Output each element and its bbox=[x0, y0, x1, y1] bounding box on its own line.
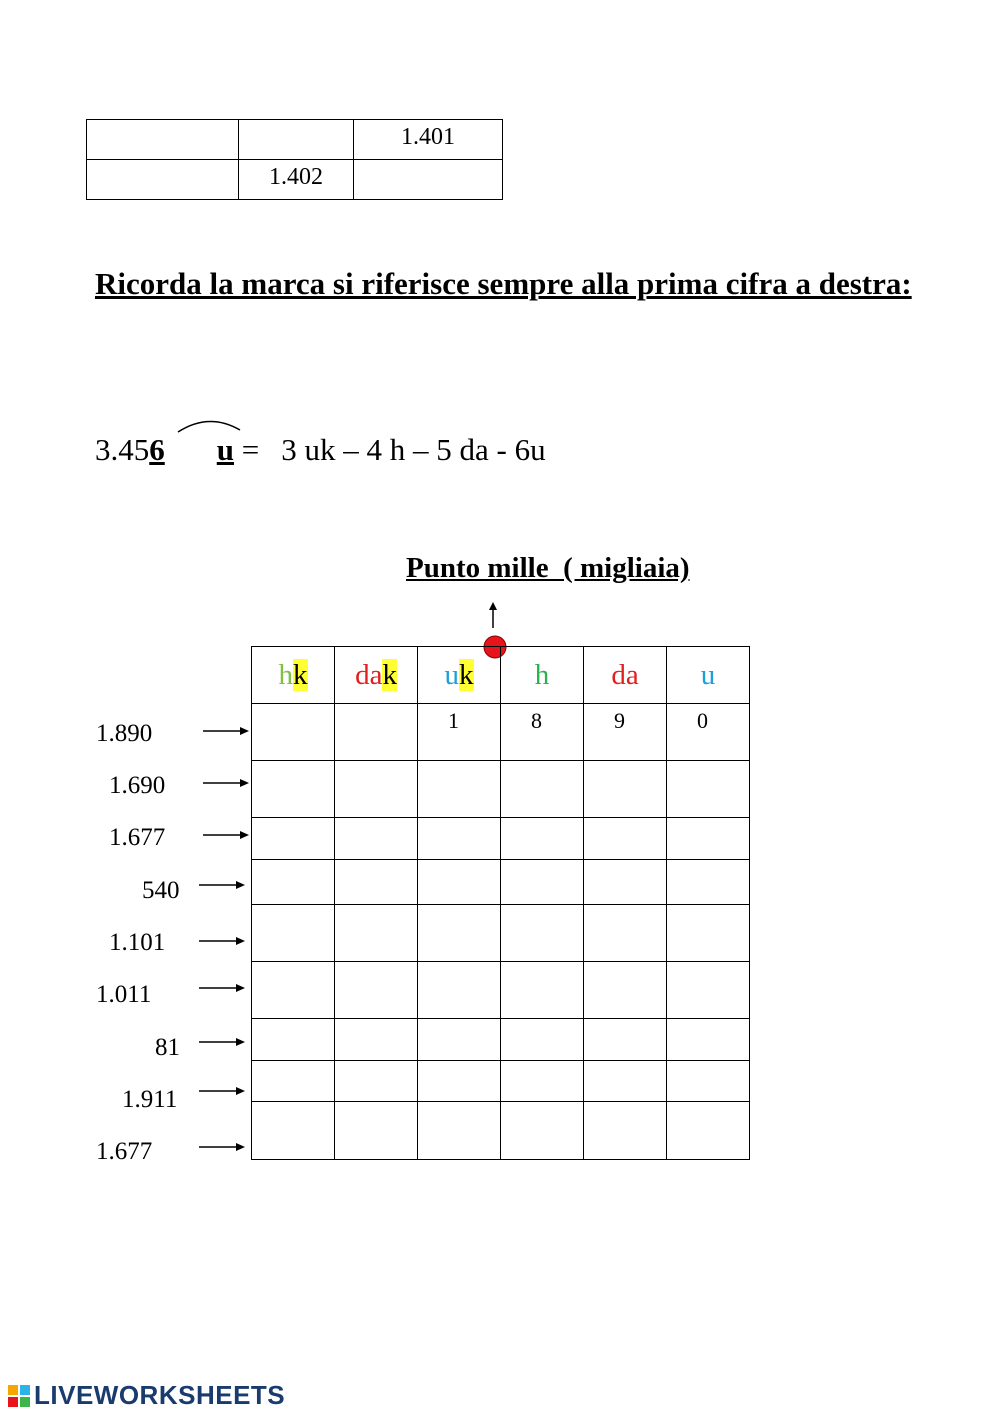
column-header bbox=[584, 647, 667, 704]
table-row bbox=[252, 704, 750, 761]
example-digit: 6 bbox=[149, 432, 165, 467]
number-label: 1.011 bbox=[96, 981, 152, 1008]
answer-cell[interactable] bbox=[667, 761, 750, 818]
answer-cell[interactable] bbox=[252, 1102, 335, 1160]
column-thousand-mark: k bbox=[459, 658, 474, 691]
answer-cell[interactable] bbox=[584, 1061, 667, 1102]
logo-text: LIVEWORKSHEETS bbox=[34, 1380, 286, 1410]
table-row bbox=[252, 818, 750, 860]
answer-cell[interactable] bbox=[501, 1019, 584, 1061]
answer-cell[interactable] bbox=[501, 905, 584, 962]
number-label: 1.911 bbox=[122, 1086, 178, 1113]
example-unit: u bbox=[216, 432, 234, 467]
top-table bbox=[86, 119, 503, 200]
column-unit: da bbox=[355, 658, 383, 691]
column-unit: u bbox=[444, 658, 459, 691]
answer-cell[interactable] bbox=[501, 1102, 584, 1160]
column-header bbox=[335, 647, 418, 704]
answer-cell[interactable] bbox=[418, 761, 501, 818]
arrow-right-icon bbox=[202, 829, 252, 841]
grid-title: Punto mille ( migliaia) bbox=[406, 552, 690, 584]
place-value-table bbox=[251, 646, 750, 1160]
arrow-right-icon bbox=[198, 1085, 248, 1097]
table-cell[interactable]: 1.401 bbox=[354, 120, 503, 160]
arrow-right-icon bbox=[198, 982, 248, 994]
answer-cell[interactable] bbox=[584, 962, 667, 1019]
answer-cell[interactable] bbox=[501, 761, 584, 818]
table-row bbox=[252, 962, 750, 1019]
answer-cell[interactable] bbox=[335, 1019, 418, 1061]
answer-cell[interactable] bbox=[252, 1019, 335, 1061]
answer-cell[interactable] bbox=[667, 1061, 750, 1102]
table-cell[interactable] bbox=[87, 160, 239, 200]
column-header bbox=[501, 647, 584, 704]
answer-cell[interactable] bbox=[584, 860, 667, 905]
answer-cell[interactable]: 1 bbox=[418, 704, 501, 761]
number-label: 1.690 bbox=[109, 772, 166, 799]
answer-cell[interactable] bbox=[252, 1061, 335, 1102]
table-cell[interactable] bbox=[239, 120, 354, 160]
table-row bbox=[252, 1019, 750, 1061]
answer-cell[interactable] bbox=[252, 818, 335, 860]
arrow-right-icon bbox=[198, 879, 248, 891]
column-unit: h bbox=[278, 658, 293, 691]
table-cell[interactable] bbox=[87, 120, 239, 160]
column-unit: h bbox=[534, 658, 550, 691]
answer-cell[interactable] bbox=[584, 1019, 667, 1061]
answer-cell[interactable] bbox=[335, 962, 418, 1019]
number-label: 540 bbox=[142, 877, 180, 904]
example-equals: = bbox=[234, 432, 260, 467]
table-cell[interactable] bbox=[354, 160, 503, 200]
column-thousand-mark: k bbox=[293, 658, 308, 691]
arrow-right-icon bbox=[202, 777, 252, 789]
table-row bbox=[252, 1102, 750, 1160]
logo-blocks-icon bbox=[8, 1385, 30, 1407]
answer-cell[interactable]: 9 bbox=[584, 704, 667, 761]
header-row bbox=[252, 647, 750, 704]
answer-cell[interactable]: 0 bbox=[667, 704, 750, 761]
answer-cell[interactable] bbox=[418, 1019, 501, 1061]
arrow-right-icon bbox=[202, 725, 252, 737]
answer-cell[interactable] bbox=[252, 905, 335, 962]
column-unit: u bbox=[700, 658, 716, 691]
answer-cell[interactable] bbox=[252, 962, 335, 1019]
answer-cell[interactable] bbox=[584, 761, 667, 818]
answer-cell[interactable] bbox=[667, 905, 750, 962]
table-row bbox=[87, 120, 503, 160]
answer-cell[interactable] bbox=[418, 905, 501, 962]
answer-cell[interactable] bbox=[501, 860, 584, 905]
column-unit: da bbox=[611, 658, 639, 691]
table-cell[interactable]: 1.402 bbox=[239, 160, 354, 200]
answer-cell[interactable] bbox=[584, 1102, 667, 1160]
table-row bbox=[252, 905, 750, 962]
answer-cell[interactable] bbox=[667, 818, 750, 860]
arrow-right-icon bbox=[198, 1141, 248, 1153]
answer-cell[interactable] bbox=[667, 1019, 750, 1061]
column-thousand-mark: k bbox=[382, 658, 397, 691]
number-label: 1.890 bbox=[96, 720, 153, 747]
number-label: 1.101 bbox=[109, 929, 166, 956]
answer-cell[interactable] bbox=[335, 1102, 418, 1160]
column-header bbox=[667, 647, 750, 704]
answer-cell[interactable] bbox=[667, 860, 750, 905]
column-header bbox=[252, 647, 335, 704]
answer-cell[interactable] bbox=[418, 860, 501, 905]
arrow-right-icon bbox=[198, 1036, 248, 1048]
table-row bbox=[252, 860, 750, 905]
answer-cell[interactable] bbox=[418, 1061, 501, 1102]
answer-cell[interactable] bbox=[252, 704, 335, 761]
example-decomposition: 3 uk – 4 h – 5 da - 6u bbox=[281, 432, 546, 467]
number-label: 1.677 bbox=[96, 1138, 153, 1165]
answer-cell[interactable] bbox=[335, 704, 418, 761]
answer-cell[interactable] bbox=[252, 860, 335, 905]
example-line bbox=[95, 428, 546, 472]
answer-cell[interactable] bbox=[335, 761, 418, 818]
rule-heading: Ricorda la marca si riferisce sempre alla prima cifra a destra: bbox=[95, 266, 912, 301]
arrow-right-icon bbox=[198, 935, 248, 947]
answer-cell[interactable] bbox=[501, 1061, 584, 1102]
answer-cell[interactable] bbox=[418, 1102, 501, 1160]
answer-cell[interactable] bbox=[335, 860, 418, 905]
number-label: 1.677 bbox=[109, 824, 166, 851]
answer-cell[interactable] bbox=[335, 1061, 418, 1102]
table-row bbox=[252, 761, 750, 818]
example-prefix: 3.45 bbox=[95, 432, 150, 467]
number-label: 81 bbox=[155, 1034, 180, 1061]
liveworksheets-logo bbox=[8, 1380, 285, 1411]
table-row bbox=[252, 1061, 750, 1102]
answer-cell[interactable] bbox=[501, 962, 584, 1019]
answer-cell[interactable] bbox=[584, 818, 667, 860]
answer-cell[interactable] bbox=[335, 905, 418, 962]
answer-cell[interactable] bbox=[667, 1102, 750, 1160]
answer-cell[interactable] bbox=[418, 962, 501, 1019]
answer-cell[interactable] bbox=[584, 905, 667, 962]
answer-cell[interactable]: 8 bbox=[501, 704, 584, 761]
answer-cell[interactable] bbox=[335, 818, 418, 860]
answer-cell[interactable] bbox=[252, 761, 335, 818]
column-header bbox=[418, 647, 501, 704]
answer-cell[interactable] bbox=[418, 818, 501, 860]
answer-cell[interactable] bbox=[667, 962, 750, 1019]
answer-cell[interactable] bbox=[501, 818, 584, 860]
table-row bbox=[87, 160, 503, 200]
